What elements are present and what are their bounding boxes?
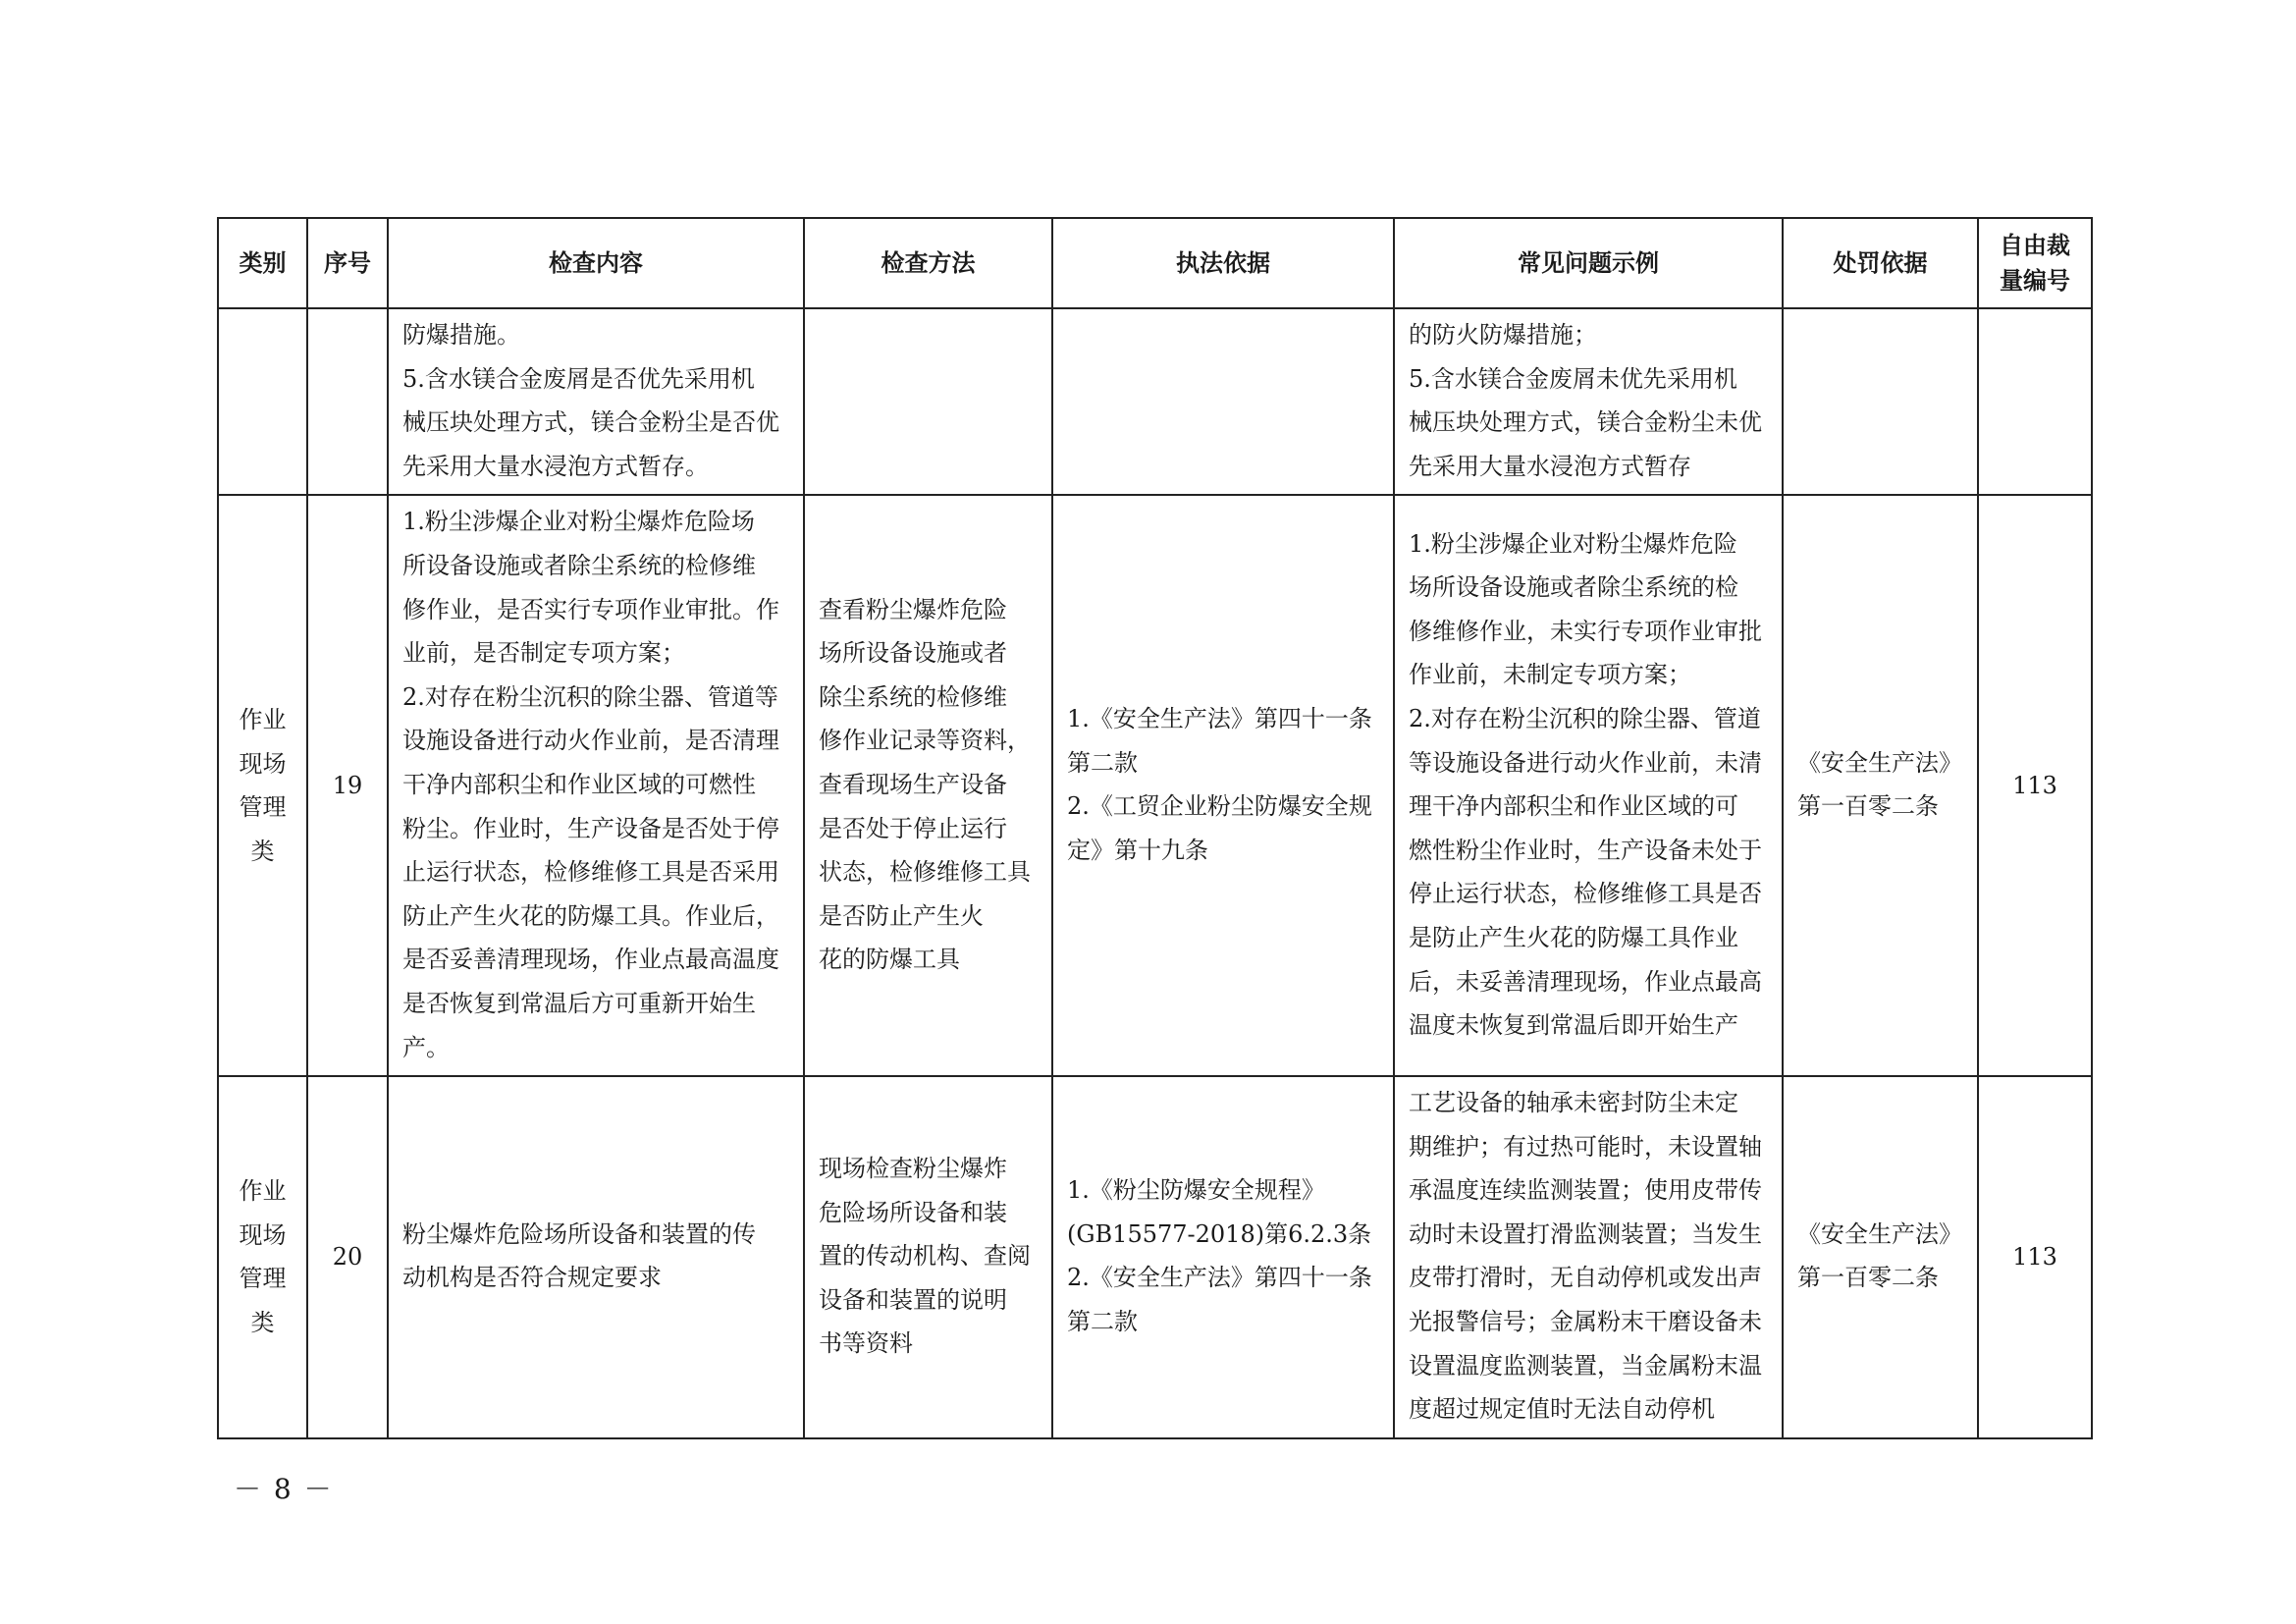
header-issues: 常见问题示例 bbox=[1394, 218, 1783, 308]
row-basis-cell bbox=[1052, 495, 1394, 1076]
row-penalty-cell bbox=[1783, 495, 1978, 1076]
row-basis: 1.《粉尘防爆安全规程》 (GB15577-2018)第6.2.3条 2.《安全生产法》第四十一条 第二款 bbox=[1067, 1176, 1372, 1336]
row-method: 查看粉尘爆炸危险 场所设备设施或者 除尘系统的检修维 修作业记录等资料， 查看现场生产设备 是否处于停止运行 状态，检修维修工具 是否防止产生火 花的防爆工具 bbox=[819, 595, 1031, 974]
row-content: 1.粉尘涉爆企业对粉尘爆炸危险场 所设备设施或者除尘系统的检修维 修作业，是否实行专项作业审批。作 业前，是否制定专项方案； 2.对存在粉尘沉积的除尘器、管道等 设施设备进行动火作业前，是否清理 干净内部积尘和作业区域的可燃性 粉尘。作业时，生产设备是否处于停 止运行状态，检修维修工具是否采用 防止产生火花的防爆工具。作业后， 是否妥善清理现场，作业点最高温度 是否恢复到常温后方可重新开始生 产。 bbox=[402, 508, 779, 1061]
table-header-row bbox=[218, 218, 2092, 308]
row-discretion: 113 bbox=[1978, 495, 2092, 1076]
row-category-cell bbox=[218, 495, 307, 1076]
table-row bbox=[218, 308, 2092, 495]
row-issues-cell bbox=[1394, 495, 1783, 1076]
row-content-cell bbox=[388, 308, 804, 495]
row-basis bbox=[1053, 397, 1393, 406]
row-category: 作业 现场 管理 类 bbox=[239, 1177, 287, 1337]
header-no: 序号 bbox=[307, 218, 388, 308]
row-basis-cell bbox=[1052, 1076, 1394, 1438]
row-category-cell bbox=[218, 308, 307, 495]
row-method bbox=[805, 397, 1051, 406]
row-content: 防爆措施。 5.含水镁合金废屑是否优先采用机 械压块处理方式，镁合金粉尘是否优 先采用大量水浸泡方式暂存。 bbox=[402, 321, 779, 480]
header-basis: 执法依据 bbox=[1052, 218, 1394, 308]
row-category: 作业 现场 管理 类 bbox=[239, 706, 287, 865]
row-category-cell bbox=[218, 1076, 307, 1438]
table-row bbox=[218, 495, 2092, 1076]
row-method-cell bbox=[804, 1076, 1052, 1438]
inspection-table bbox=[217, 217, 2093, 1439]
row-no bbox=[307, 308, 388, 495]
row-method-cell bbox=[804, 308, 1052, 495]
row-discretion: 113 bbox=[1978, 1076, 2092, 1438]
row-basis: 1.《安全生产法》第四十一条 第二款 2.《工贸企业粉尘防爆安全规 定》第十九条 bbox=[1067, 705, 1372, 864]
row-no: 20 bbox=[307, 1076, 388, 1438]
row-basis-cell bbox=[1052, 308, 1394, 495]
row-issues-cell bbox=[1394, 1076, 1783, 1438]
row-discretion bbox=[1978, 308, 2092, 495]
header-penalty: 处罚依据 bbox=[1783, 218, 1978, 308]
row-penalty-cell bbox=[1783, 308, 1978, 495]
row-issues: 的防火防爆措施； 5.含水镁合金废屑未优先采用机 械压块处理方式，镁合金粉尘未优 先采用大量水浸泡方式暂存 bbox=[1409, 321, 1762, 480]
row-penalty: 《安全生产法》 第一百零二条 bbox=[1797, 748, 1962, 821]
row-content-cell bbox=[388, 495, 804, 1076]
row-penalty: 《安全生产法》 第一百零二条 bbox=[1797, 1219, 1962, 1292]
row-method: 现场检查粉尘爆炸 危险场所设备和装 置的传动机构、查阅 设备和装置的说明 书等资料 bbox=[819, 1154, 1031, 1358]
table-row bbox=[218, 1076, 2092, 1438]
header-discretion-text: 自由裁 量编号 bbox=[2000, 232, 2070, 295]
row-penalty bbox=[1784, 397, 1977, 406]
row-issues-cell bbox=[1394, 308, 1783, 495]
row-penalty-cell bbox=[1783, 1076, 1978, 1438]
row-issues: 1.粉尘涉爆企业对粉尘爆炸危险 场所设备设施或者除尘系统的检 修维修作业，未实行专项作业审批 作业前，未制定专项方案； 2.对存在粉尘沉积的除尘器、管道 等设施设备进行动火作业前，未清 理干净内部积尘和作业区域的可 燃性粉尘作业时，生产设备未处于 停止运行状态，检修维修工具是否 是防止产生火花的防爆工具作业 后，未妥善清理现场，作业点最高 温度未恢复到常温后即开始生产 bbox=[1409, 529, 1762, 1040]
header-category: 类别 bbox=[218, 218, 307, 308]
row-issues: 工艺设备的轴承未密封防尘未定 期维护；有过热可能时，未设置轴 承温度连续监测装置；使用皮带传 动时未设置打滑监测装置；当发生 皮带打滑时，无自动停机或发出声 光报警信号；金属粉末干磨设备未 设置温度监测装置，当金属粉末温 度超过规定值时无法自动停机 bbox=[1409, 1089, 1762, 1424]
header-content: 检查内容 bbox=[388, 218, 804, 308]
page-number: － 8 － bbox=[234, 1473, 334, 1505]
header-discretion bbox=[1978, 218, 2092, 308]
row-content-cell bbox=[388, 1076, 804, 1438]
row-content: 粉尘爆炸危险场所设备和装置的传 动机构是否符合规定要求 bbox=[402, 1219, 756, 1292]
row-no: 19 bbox=[307, 495, 388, 1076]
header-method: 检查方法 bbox=[804, 218, 1052, 308]
row-method-cell bbox=[804, 495, 1052, 1076]
